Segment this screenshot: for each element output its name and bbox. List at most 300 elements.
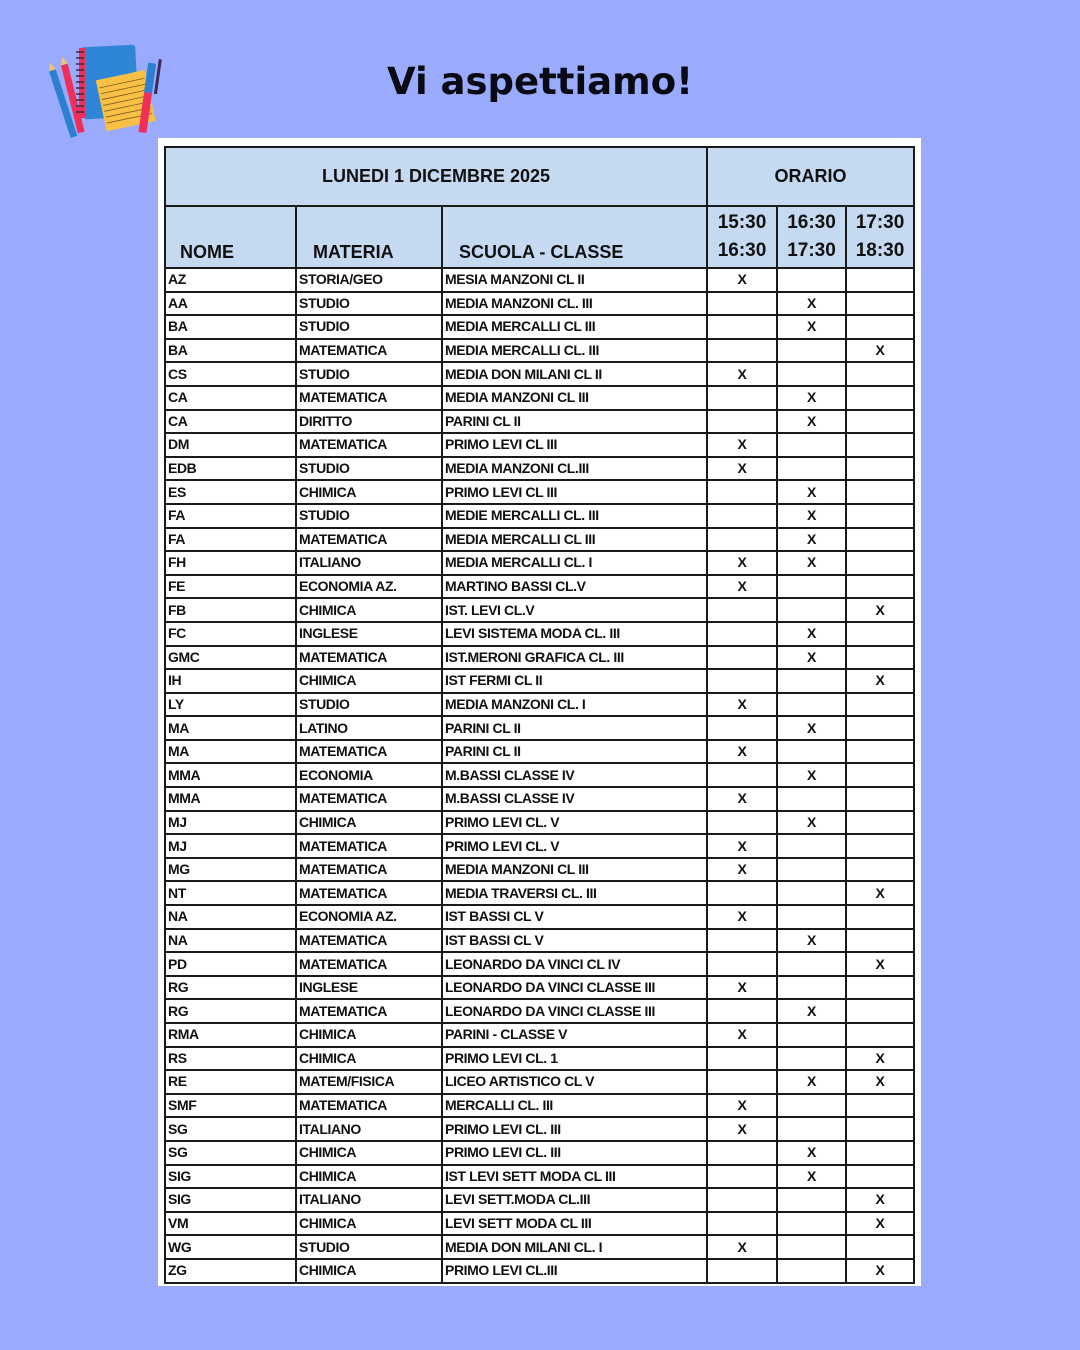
- cell-scuola: LEVI SETT MODA CL III: [442, 1212, 707, 1236]
- cell-slot-3: [846, 999, 914, 1023]
- cell-slot-1: X: [707, 457, 777, 481]
- cell-slot-2: [777, 598, 846, 622]
- cell-scuola: MEDIE MERCALLI CL. III: [442, 504, 707, 528]
- cell-slot-1: X: [707, 362, 777, 386]
- cell-slot-2: [777, 1094, 846, 1118]
- cell-materia: INGLESE: [296, 976, 442, 1000]
- cell-slot-3: X: [846, 1070, 914, 1094]
- cell-nome: AA: [165, 292, 296, 316]
- cell-slot-3: [846, 504, 914, 528]
- column-header-materia: MATERIA: [296, 206, 442, 268]
- cell-materia: MATEMATICA: [296, 952, 442, 976]
- cell-materia: CHIMICA: [296, 1141, 442, 1165]
- table-row: [165, 811, 914, 835]
- cell-slot-1: X: [707, 976, 777, 1000]
- cell-nome: IH: [165, 669, 296, 693]
- cell-scuola: IST LEVI SETT MODA CL III: [442, 1165, 707, 1189]
- cell-materia: CHIMICA: [296, 1023, 442, 1047]
- cell-scuola: MEDIA MANZONI CL. III: [442, 292, 707, 316]
- cell-nome: BA: [165, 339, 296, 363]
- cell-slot-1: [707, 1070, 777, 1094]
- table-row: [165, 575, 914, 599]
- cell-scuola: MEDIA MERCALLI CL. I: [442, 551, 707, 575]
- cell-materia: STUDIO: [296, 1235, 442, 1259]
- table-row: [165, 834, 914, 858]
- cell-materia: MATEMATICA: [296, 1094, 442, 1118]
- cell-slot-2: [777, 858, 846, 882]
- cell-scuola: IST BASSI CL V: [442, 929, 707, 953]
- cell-scuola: M.BASSI CLASSE IV: [442, 763, 707, 787]
- table-row: [165, 905, 914, 929]
- cell-materia: CHIMICA: [296, 669, 442, 693]
- table-row: [165, 1141, 914, 1165]
- slot-end: 16:30: [717, 240, 767, 261]
- cell-slot-2: X: [777, 716, 846, 740]
- cell-materia: MATEMATICA: [296, 339, 442, 363]
- cell-slot-3: X: [846, 1212, 914, 1236]
- cell-nome: RG: [165, 999, 296, 1023]
- cell-slot-3: [846, 551, 914, 575]
- cell-slot-1: X: [707, 551, 777, 575]
- table-row: [165, 999, 914, 1023]
- cell-nome: RE: [165, 1070, 296, 1094]
- cell-materia: MATEMATICA: [296, 834, 442, 858]
- cell-nome: FE: [165, 575, 296, 599]
- cell-scuola: PARINI - CLASSE V: [442, 1023, 707, 1047]
- cell-materia: STUDIO: [296, 315, 442, 339]
- cell-slot-3: [846, 905, 914, 929]
- cell-slot-1: [707, 339, 777, 363]
- cell-nome: ZG: [165, 1259, 296, 1283]
- cell-nome: RMA: [165, 1023, 296, 1047]
- cell-scuola: PRIMO LEVI CL. III: [442, 1141, 707, 1165]
- cell-scuola: MARTINO BASSI CL.V: [442, 575, 707, 599]
- cell-materia: ITALIANO: [296, 1117, 442, 1141]
- cell-slot-1: X: [707, 433, 777, 457]
- cell-slot-1: X: [707, 787, 777, 811]
- table-row: [165, 646, 914, 670]
- cell-scuola: IST FERMI CL II: [442, 669, 707, 693]
- cell-slot-3: [846, 480, 914, 504]
- cell-slot-3: [846, 268, 914, 292]
- cell-nome: PD: [165, 952, 296, 976]
- cell-slot-3: [846, 1094, 914, 1118]
- table-row: [165, 551, 914, 575]
- cell-materia: STUDIO: [296, 693, 442, 717]
- slot-end: 18:30: [855, 240, 905, 261]
- table-row: [165, 858, 914, 882]
- cell-materia: MATEMATICA: [296, 528, 442, 552]
- cell-scuola: PARINI CL II: [442, 410, 707, 434]
- cell-nome: RG: [165, 976, 296, 1000]
- table-row: [165, 1070, 914, 1094]
- cell-slot-2: [777, 693, 846, 717]
- cell-slot-1: X: [707, 1117, 777, 1141]
- cell-slot-1: [707, 881, 777, 905]
- cell-slot-3: [846, 787, 914, 811]
- cell-scuola: MERCALLI CL. III: [442, 1094, 707, 1118]
- cell-slot-3: X: [846, 952, 914, 976]
- cell-materia: MATEM/FISICA: [296, 1070, 442, 1094]
- cell-slot-2: X: [777, 528, 846, 552]
- table-row: [165, 598, 914, 622]
- cell-slot-2: [777, 268, 846, 292]
- table-row: [165, 929, 914, 953]
- cell-materia: CHIMICA: [296, 598, 442, 622]
- table-row: [165, 1212, 914, 1236]
- cell-slot-3: [846, 292, 914, 316]
- cell-slot-1: [707, 292, 777, 316]
- cell-slot-2: [777, 1212, 846, 1236]
- cell-slot-1: [707, 716, 777, 740]
- cell-materia: INGLESE: [296, 622, 442, 646]
- cell-slot-1: X: [707, 1094, 777, 1118]
- cell-slot-1: [707, 622, 777, 646]
- slot-header-3: [846, 206, 914, 268]
- cell-slot-2: [777, 976, 846, 1000]
- cell-slot-1: [707, 1188, 777, 1212]
- table-row: [165, 669, 914, 693]
- cell-slot-3: [846, 410, 914, 434]
- table-row: [165, 457, 914, 481]
- cell-slot-1: [707, 1259, 777, 1283]
- cell-materia: LATINO: [296, 716, 442, 740]
- cell-slot-1: X: [707, 740, 777, 764]
- cell-slot-2: X: [777, 410, 846, 434]
- cell-materia: CHIMICA: [296, 1212, 442, 1236]
- cell-slot-3: [846, 457, 914, 481]
- cell-nome: AZ: [165, 268, 296, 292]
- cell-slot-3: [846, 362, 914, 386]
- cell-slot-2: X: [777, 386, 846, 410]
- cell-slot-1: [707, 952, 777, 976]
- cell-slot-1: [707, 315, 777, 339]
- cell-nome: FH: [165, 551, 296, 575]
- cell-materia: DIRITTO: [296, 410, 442, 434]
- cell-materia: MATEMATICA: [296, 881, 442, 905]
- cell-slot-3: [846, 763, 914, 787]
- cell-slot-1: [707, 480, 777, 504]
- cell-materia: CHIMICA: [296, 811, 442, 835]
- cell-slot-2: X: [777, 504, 846, 528]
- cell-slot-3: [846, 976, 914, 1000]
- date-header: LUNEDI 1 DICEMBRE 2025: [165, 147, 707, 206]
- cell-slot-3: [846, 693, 914, 717]
- table-row: [165, 1259, 914, 1283]
- cell-slot-1: [707, 669, 777, 693]
- cell-materia: STUDIO: [296, 362, 442, 386]
- table-row: [165, 1023, 914, 1047]
- cell-scuola: LEONARDO DA VINCI CLASSE III: [442, 999, 707, 1023]
- cell-nome: NT: [165, 881, 296, 905]
- cell-slot-2: [777, 1235, 846, 1259]
- cell-slot-1: [707, 386, 777, 410]
- cell-slot-3: [846, 646, 914, 670]
- cell-slot-2: [777, 1023, 846, 1047]
- cell-slot-1: X: [707, 834, 777, 858]
- cell-scuola: PRIMO LEVI CL. 1: [442, 1047, 707, 1071]
- cell-nome: SMF: [165, 1094, 296, 1118]
- cell-nome: BA: [165, 315, 296, 339]
- cell-scuola: IST. LEVI CL.V: [442, 598, 707, 622]
- table-row: [165, 268, 914, 292]
- table-row: [165, 386, 914, 410]
- cell-slot-3: X: [846, 339, 914, 363]
- cell-slot-1: X: [707, 268, 777, 292]
- cell-materia: CHIMICA: [296, 480, 442, 504]
- cell-slot-2: X: [777, 1141, 846, 1165]
- cell-materia: STUDIO: [296, 457, 442, 481]
- cell-nome: FA: [165, 504, 296, 528]
- cell-slot-3: [846, 929, 914, 953]
- page-title: Vi aspettiamo!: [387, 60, 693, 103]
- table-row: [165, 1165, 914, 1189]
- cell-slot-1: X: [707, 905, 777, 929]
- cell-nome: SG: [165, 1117, 296, 1141]
- cell-slot-2: [777, 740, 846, 764]
- cell-slot-2: X: [777, 315, 846, 339]
- cell-nome: MMA: [165, 763, 296, 787]
- cell-slot-3: X: [846, 1188, 914, 1212]
- cell-slot-2: [777, 433, 846, 457]
- cell-slot-2: X: [777, 763, 846, 787]
- cell-materia: CHIMICA: [296, 1165, 442, 1189]
- cell-scuola: PARINI CL II: [442, 716, 707, 740]
- cell-scuola: PRIMO LEVI CL. V: [442, 811, 707, 835]
- cell-scuola: LEONARDO DA VINCI CL IV: [442, 952, 707, 976]
- table-row: [165, 952, 914, 976]
- cell-slot-2: X: [777, 646, 846, 670]
- cell-nome: EDB: [165, 457, 296, 481]
- cell-materia: ECONOMIA AZ.: [296, 905, 442, 929]
- cell-scuola: MEDIA DON MILANI CL II: [442, 362, 707, 386]
- cell-slot-1: X: [707, 693, 777, 717]
- cell-materia: MATEMATICA: [296, 386, 442, 410]
- cell-nome: FB: [165, 598, 296, 622]
- table-row: [165, 740, 914, 764]
- table-row: [165, 716, 914, 740]
- cell-nome: MMA: [165, 787, 296, 811]
- cell-slot-2: X: [777, 480, 846, 504]
- cell-scuola: PRIMO LEVI CL III: [442, 480, 707, 504]
- cell-slot-2: [777, 457, 846, 481]
- cell-nome: CA: [165, 386, 296, 410]
- cell-scuola: MEDIA TRAVERSI CL. III: [442, 881, 707, 905]
- cell-slot-3: [846, 386, 914, 410]
- cell-materia: MATEMATICA: [296, 646, 442, 670]
- cell-scuola: PRIMO LEVI CL. V: [442, 834, 707, 858]
- cell-slot-1: [707, 528, 777, 552]
- column-header-scuola: SCUOLA - CLASSE: [442, 206, 707, 268]
- cell-slot-3: [846, 834, 914, 858]
- cell-nome: MG: [165, 858, 296, 882]
- column-header-nome: NOME: [165, 206, 296, 268]
- slot-header-2: [777, 206, 846, 268]
- cell-nome: SG: [165, 1141, 296, 1165]
- cell-slot-2: [777, 362, 846, 386]
- cell-materia: MATEMATICA: [296, 858, 442, 882]
- cell-slot-2: X: [777, 999, 846, 1023]
- cell-slot-1: [707, 1165, 777, 1189]
- cell-slot-3: X: [846, 598, 914, 622]
- table-row: [165, 1094, 914, 1118]
- cell-scuola: M.BASSI CLASSE IV: [442, 787, 707, 811]
- table-row: [165, 292, 914, 316]
- table-row: [165, 504, 914, 528]
- cell-materia: STUDIO: [296, 504, 442, 528]
- table-row: [165, 362, 914, 386]
- cell-slot-3: X: [846, 1047, 914, 1071]
- cell-slot-2: X: [777, 551, 846, 575]
- table-row: [165, 622, 914, 646]
- cell-slot-2: X: [777, 622, 846, 646]
- cell-slot-1: [707, 598, 777, 622]
- cell-slot-3: X: [846, 1259, 914, 1283]
- cell-nome: VM: [165, 1212, 296, 1236]
- cell-scuola: IST BASSI CL V: [442, 905, 707, 929]
- cell-slot-2: X: [777, 1165, 846, 1189]
- cell-slot-1: [707, 646, 777, 670]
- cell-materia: ECONOMIA AZ.: [296, 575, 442, 599]
- cell-nome: CA: [165, 410, 296, 434]
- cell-scuola: LEVI SETT.MODA CL.III: [442, 1188, 707, 1212]
- cell-scuola: MEDIA MERCALLI CL. III: [442, 339, 707, 363]
- cell-nome: LY: [165, 693, 296, 717]
- table-row: [165, 433, 914, 457]
- cell-slot-1: X: [707, 1023, 777, 1047]
- cell-slot-2: X: [777, 1070, 846, 1094]
- cell-scuola: MESIA MANZONI CL II: [442, 268, 707, 292]
- cell-slot-1: X: [707, 575, 777, 599]
- cell-slot-1: [707, 410, 777, 434]
- cell-scuola: MEDIA MANZONI CL III: [442, 858, 707, 882]
- cell-slot-2: [777, 1259, 846, 1283]
- cell-materia: ITALIANO: [296, 1188, 442, 1212]
- cell-slot-3: [846, 315, 914, 339]
- cell-scuola: PRIMO LEVI CL.III: [442, 1259, 707, 1283]
- cell-nome: MJ: [165, 834, 296, 858]
- cell-slot-2: [777, 575, 846, 599]
- cell-slot-2: [777, 1117, 846, 1141]
- cell-slot-1: X: [707, 1235, 777, 1259]
- cell-nome: DM: [165, 433, 296, 457]
- cell-slot-1: [707, 929, 777, 953]
- table-row: [165, 1188, 914, 1212]
- cell-materia: MATEMATICA: [296, 787, 442, 811]
- cell-nome: ES: [165, 480, 296, 504]
- table-row: [165, 693, 914, 717]
- cell-slot-2: [777, 834, 846, 858]
- cell-nome: FA: [165, 528, 296, 552]
- cell-slot-1: [707, 999, 777, 1023]
- cell-nome: SIG: [165, 1188, 296, 1212]
- cell-slot-2: [777, 1047, 846, 1071]
- cell-scuola: MEDIA DON MILANI CL. I: [442, 1235, 707, 1259]
- cell-materia: MATEMATICA: [296, 929, 442, 953]
- table-row: [165, 763, 914, 787]
- cell-slot-3: [846, 1141, 914, 1165]
- cell-scuola: PARINI CL II: [442, 740, 707, 764]
- cell-nome: CS: [165, 362, 296, 386]
- cell-slot-2: [777, 669, 846, 693]
- cell-materia: MATEMATICA: [296, 433, 442, 457]
- cell-slot-3: [846, 575, 914, 599]
- cell-slot-2: [777, 881, 846, 905]
- cell-materia: MATEMATICA: [296, 740, 442, 764]
- cell-slot-1: [707, 1212, 777, 1236]
- cell-slot-2: [777, 339, 846, 363]
- cell-scuola: MEDIA MANZONI CL. I: [442, 693, 707, 717]
- cell-nome: MJ: [165, 811, 296, 835]
- table-row: [165, 480, 914, 504]
- table-row: [165, 1117, 914, 1141]
- cell-slot-3: [846, 528, 914, 552]
- cell-nome: NA: [165, 929, 296, 953]
- table-row: [165, 881, 914, 905]
- cell-nome: GMC: [165, 646, 296, 670]
- cell-slot-3: [846, 716, 914, 740]
- table-row: [165, 339, 914, 363]
- cell-slot-3: [846, 858, 914, 882]
- cell-slot-2: [777, 1188, 846, 1212]
- slot-start: 15:30: [717, 212, 767, 233]
- cell-scuola: IST.MERONI GRAFICA CL. III: [442, 646, 707, 670]
- table-row: [165, 315, 914, 339]
- cell-scuola: LICEO ARTISTICO CL V: [442, 1070, 707, 1094]
- table-row: [165, 410, 914, 434]
- cell-slot-2: [777, 905, 846, 929]
- cell-nome: SIG: [165, 1165, 296, 1189]
- cell-scuola: PRIMO LEVI CL. III: [442, 1117, 707, 1141]
- cell-slot-2: X: [777, 929, 846, 953]
- cell-slot-1: [707, 504, 777, 528]
- cell-scuola: MEDIA MANZONI CL III: [442, 386, 707, 410]
- table-row: [165, 1047, 914, 1071]
- cell-materia: STORIA/GEO: [296, 268, 442, 292]
- cell-slot-3: [846, 740, 914, 764]
- table-row: [165, 976, 914, 1000]
- cell-materia: STUDIO: [296, 292, 442, 316]
- cell-nome: NA: [165, 905, 296, 929]
- cell-slot-3: [846, 811, 914, 835]
- cell-materia: ECONOMIA: [296, 763, 442, 787]
- schedule-table: [164, 146, 915, 1284]
- cell-scuola: MEDIA MERCALLI CL III: [442, 315, 707, 339]
- cell-slot-2: [777, 952, 846, 976]
- cell-slot-1: [707, 1141, 777, 1165]
- cell-slot-3: [846, 1023, 914, 1047]
- cell-nome: WG: [165, 1235, 296, 1259]
- cell-slot-3: [846, 433, 914, 457]
- cell-slot-1: X: [707, 858, 777, 882]
- cell-nome: FC: [165, 622, 296, 646]
- cell-materia: CHIMICA: [296, 1259, 442, 1283]
- cell-materia: MATEMATICA: [296, 999, 442, 1023]
- cell-slot-3: X: [846, 669, 914, 693]
- cell-nome: RS: [165, 1047, 296, 1071]
- slot-start: 16:30: [787, 212, 836, 233]
- cell-materia: ITALIANO: [296, 551, 442, 575]
- cell-nome: MA: [165, 740, 296, 764]
- cell-slot-1: [707, 811, 777, 835]
- cell-slot-3: [846, 1117, 914, 1141]
- slot-end: 17:30: [787, 240, 836, 261]
- cell-slot-3: [846, 1235, 914, 1259]
- cell-scuola: PRIMO LEVI CL III: [442, 433, 707, 457]
- slot-header-1: [707, 206, 777, 268]
- cell-slot-1: [707, 1047, 777, 1071]
- cell-slot-2: X: [777, 811, 846, 835]
